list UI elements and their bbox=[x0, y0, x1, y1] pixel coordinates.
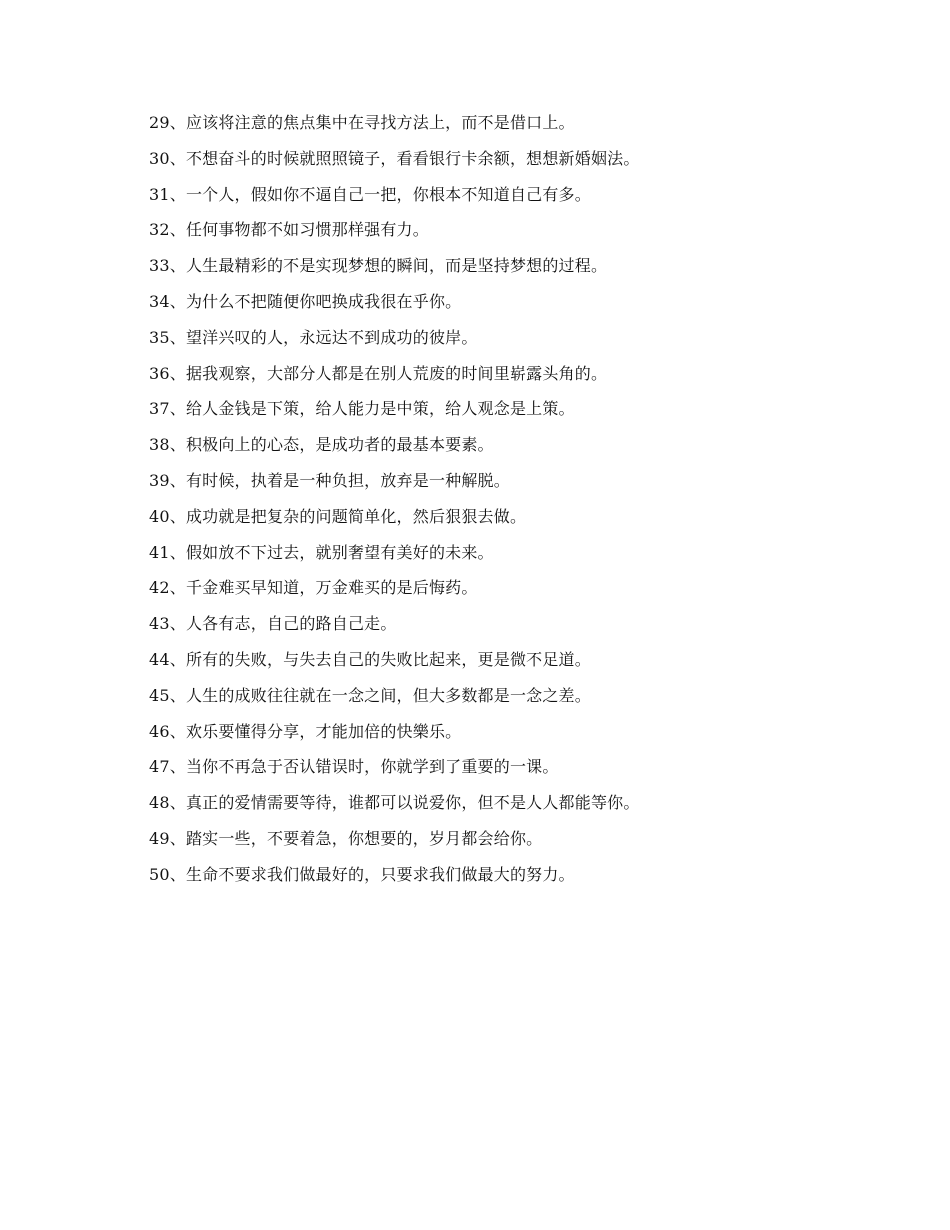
quote-item-35: 35、望洋兴叹的人，永远达不到成功的彼岸。 bbox=[149, 327, 478, 347]
quote-item-31: 31、一个人，假如你不逼自己一把，你根本不知道自己有多。 bbox=[149, 184, 591, 204]
quote-item-49: 49、踏实一些，不要着急，你想要的，岁月都会给你。 bbox=[149, 828, 543, 848]
quote-item-36: 36、据我观察，大部分人都是在别人荒废的时间里崭露头角的。 bbox=[149, 363, 608, 383]
quote-item-45: 45、人生的成败往往就在一念之间，但大多数都是一念之差。 bbox=[149, 685, 591, 705]
quote-item-33: 33、人生最精彩的不是实现梦想的瞬间，而是坚持梦想的过程。 bbox=[149, 256, 608, 276]
quote-item-47: 47、当你不再急于否认错误时，你就学到了重要的一课。 bbox=[149, 757, 559, 777]
quote-item-38: 38、积极向上的心态，是成功者的最基本要素。 bbox=[149, 435, 494, 455]
quote-item-46: 46、欢乐要懂得分享，才能加倍的快樂乐。 bbox=[149, 721, 462, 741]
quote-item-30: 30、不想奋斗的时候就照照镜子，看看银行卡余额，想想新婚姻法。 bbox=[149, 148, 640, 168]
quote-item-37: 37、给人金钱是下策，给人能力是中策，给人观念是上策。 bbox=[149, 399, 575, 419]
quote-item-40: 40、成功就是把复杂的问题简单化，然后狠狠去做。 bbox=[149, 506, 527, 526]
quote-item-39: 39、有时候，执着是一种负担，放弃是一种解脱。 bbox=[149, 470, 510, 490]
quote-item-34: 34、为什么不把随便你吧换成我很在乎你。 bbox=[149, 291, 462, 311]
quote-item-42: 42、千金难买早知道，万金难买的是后悔药。 bbox=[149, 578, 478, 598]
quote-item-50: 50、生命不要求我们做最好的，只要求我们做最大的努力。 bbox=[149, 864, 575, 884]
quote-item-29: 29、应该将注意的焦点集中在寻找方法上，而不是借口上。 bbox=[149, 113, 575, 132]
quote-item-41: 41、假如放不下过去，就别奢望有美好的未来。 bbox=[149, 542, 494, 562]
quote-item-32: 32、任何事物都不如习惯那样强有力。 bbox=[149, 220, 429, 240]
quote-list bbox=[149, 111, 869, 899]
quote-item-48: 48、真正的爱情需要等待，谁都可以说爱你，但不是人人都能等你。 bbox=[149, 793, 640, 813]
quote-item-44: 44、所有的失败，与失去自己的失败比起来，更是微不足道。 bbox=[149, 649, 591, 669]
quote-item-43: 43、人各有志，自己的路自己走。 bbox=[149, 614, 397, 634]
